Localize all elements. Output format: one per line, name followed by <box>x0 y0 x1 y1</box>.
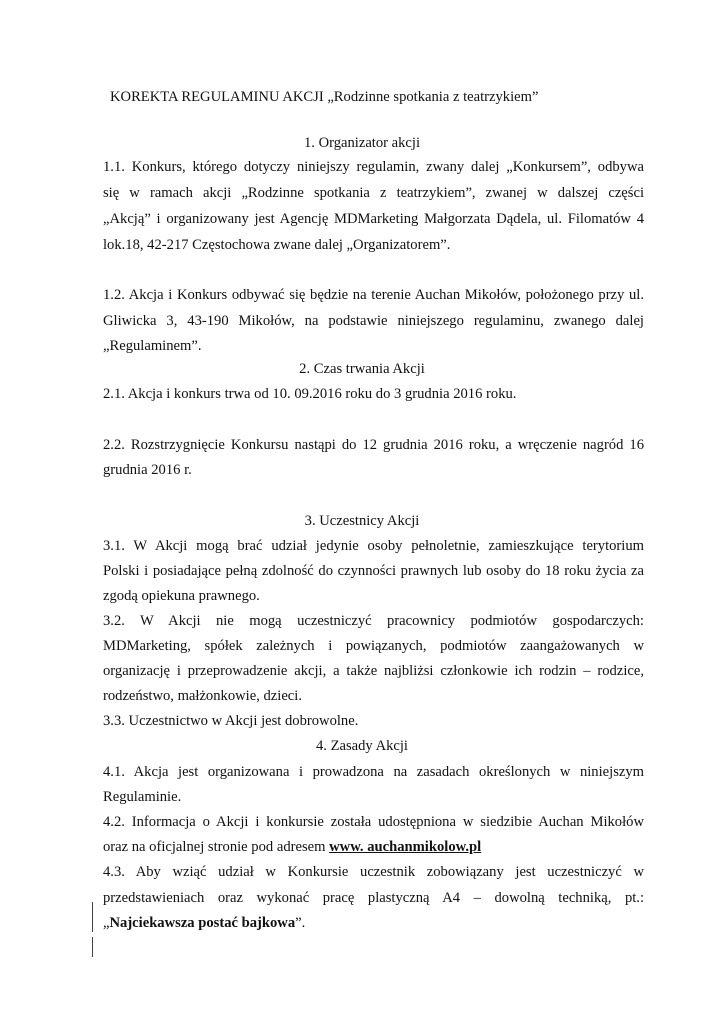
section-3-heading: 3. Uczestnicy Akcji <box>304 513 420 529</box>
paragraph-2-1: 2.1. Akcja i konkurs trwa od 10. 09.2016 roku do 3 grudnia 2016 roku. <box>103 386 517 402</box>
paragraph-1-1-line-2: się w ramach akcji „Rodzinne spotkania z teatrzykiem”, zwanej w dalszej części <box>103 185 644 201</box>
website-link[interactable]: www. auchanmikolow.pl <box>329 839 482 855</box>
paragraph-1-2-line-1: 1.2. Akcja i Konkurs odbywać się będzie na terenie Auchan Mikołów, położonego przy ul. <box>103 287 644 303</box>
section-1-heading: 1. Organizator akcji <box>303 135 421 151</box>
paragraph-4-3-line-2: przedstawieniach oraz wykonać pracę plastyczną A4 – dowolną techniką, pt.: <box>103 890 644 906</box>
paragraph-3-2-line-4: rodzeństwo, małżonkowie, dzieci. <box>103 688 302 704</box>
paragraph-3-1-line-3: zgodą opiekuna prawnego. <box>103 588 260 604</box>
change-bar-2 <box>92 937 93 957</box>
paragraph-1-2-line-3: „Regulaminem”. <box>103 338 202 354</box>
paragraph-3-3: 3.3. Uczestnictwo w Akcji jest dobrowolne. <box>103 713 359 729</box>
paragraph-3-1-line-2: Polski i posiadające pełną zdolność do czynności prawnych lub osoby do 18 roku życia za <box>103 563 644 579</box>
paragraph-3-2-line-1: 3.2. W Akcji nie mogą uczestniczyć pracownicy podmiotów gospodarczych: <box>103 613 644 629</box>
paragraph-4-1-line-1: 4.1. Akcja jest organizowana i prowadzona na zasadach określonych w niniejszym <box>103 764 644 780</box>
paragraph-4-2-text: oraz na oficjalnej stronie pod adresem <box>103 839 330 855</box>
paragraph-1-1-line-3: „Akcją” i organizowany jest Agencję MDMarketing Małgorzata Dądela, ul. Filomatów 4 <box>103 211 644 227</box>
paragraph-1-1-line-4: lok.18, 42-217 Częstochowa zwane dalej „Organizatorem”. <box>103 237 451 253</box>
change-bar-1 <box>92 902 93 932</box>
paragraph-3-1-line-1: 3.1. W Akcji mogą brać udział jedynie osoby pełnoletnie, zamieszkujące terytorium <box>103 538 644 554</box>
section-4-heading: 4. Zasady Akcji <box>315 738 408 754</box>
contest-title: Najciekawsza postać bajkowa <box>109 915 296 931</box>
paragraph-2-2-line-1: 2.2. Rozstrzygnięcie Konkursu nastąpi do 12 grudnia 2016 roku, a wręczenie nagród 16 <box>103 437 644 453</box>
document-title: KOREKTA REGULAMINU AKCJI „Rodzinne spotkania z teatrzykiem” <box>110 89 539 105</box>
quote-close: ”. <box>295 915 306 931</box>
paragraph-2-2-line-2: grudnia 2016 r. <box>103 462 192 478</box>
section-2-heading: 2. Czas trwania Akcji <box>299 361 425 377</box>
paragraph-1-2-line-2: Gliwicka 3, 43-190 Mikołów, na podstawie niniejszego regulaminu, zwanego dalej <box>103 313 644 329</box>
paragraph-3-2-line-2: MDMarketing, spółek zależnych i powiązanych, podmiotów zaangażowanych w <box>103 638 644 654</box>
paragraph-4-2-line-1: 4.2. Informacja o Akcji i konkursie została udostępniona w siedzibie Auchan Mikołów <box>103 814 644 830</box>
quote-open: „ <box>103 915 110 931</box>
paragraph-3-2-line-3: organizację i przeprowadzenie akcji, a także najbliżsi członkowie ich rodzin – rodzice, <box>103 663 644 679</box>
paragraph-4-2-line-2 <box>103 838 481 856</box>
paragraph-1-1-line-1: 1.1. Konkurs, którego dotyczy niniejszy regulamin, zwany dalej „Konkursem”, odbywa <box>103 159 644 175</box>
paragraph-4-3-line-3 <box>103 914 305 932</box>
paragraph-4-3-line-1: 4.3. Aby wziąć udział w Konkursie uczestnik zobowiązany jest uczestniczyć w <box>103 864 644 880</box>
paragraph-4-1-line-2: Regulaminie. <box>103 789 182 805</box>
